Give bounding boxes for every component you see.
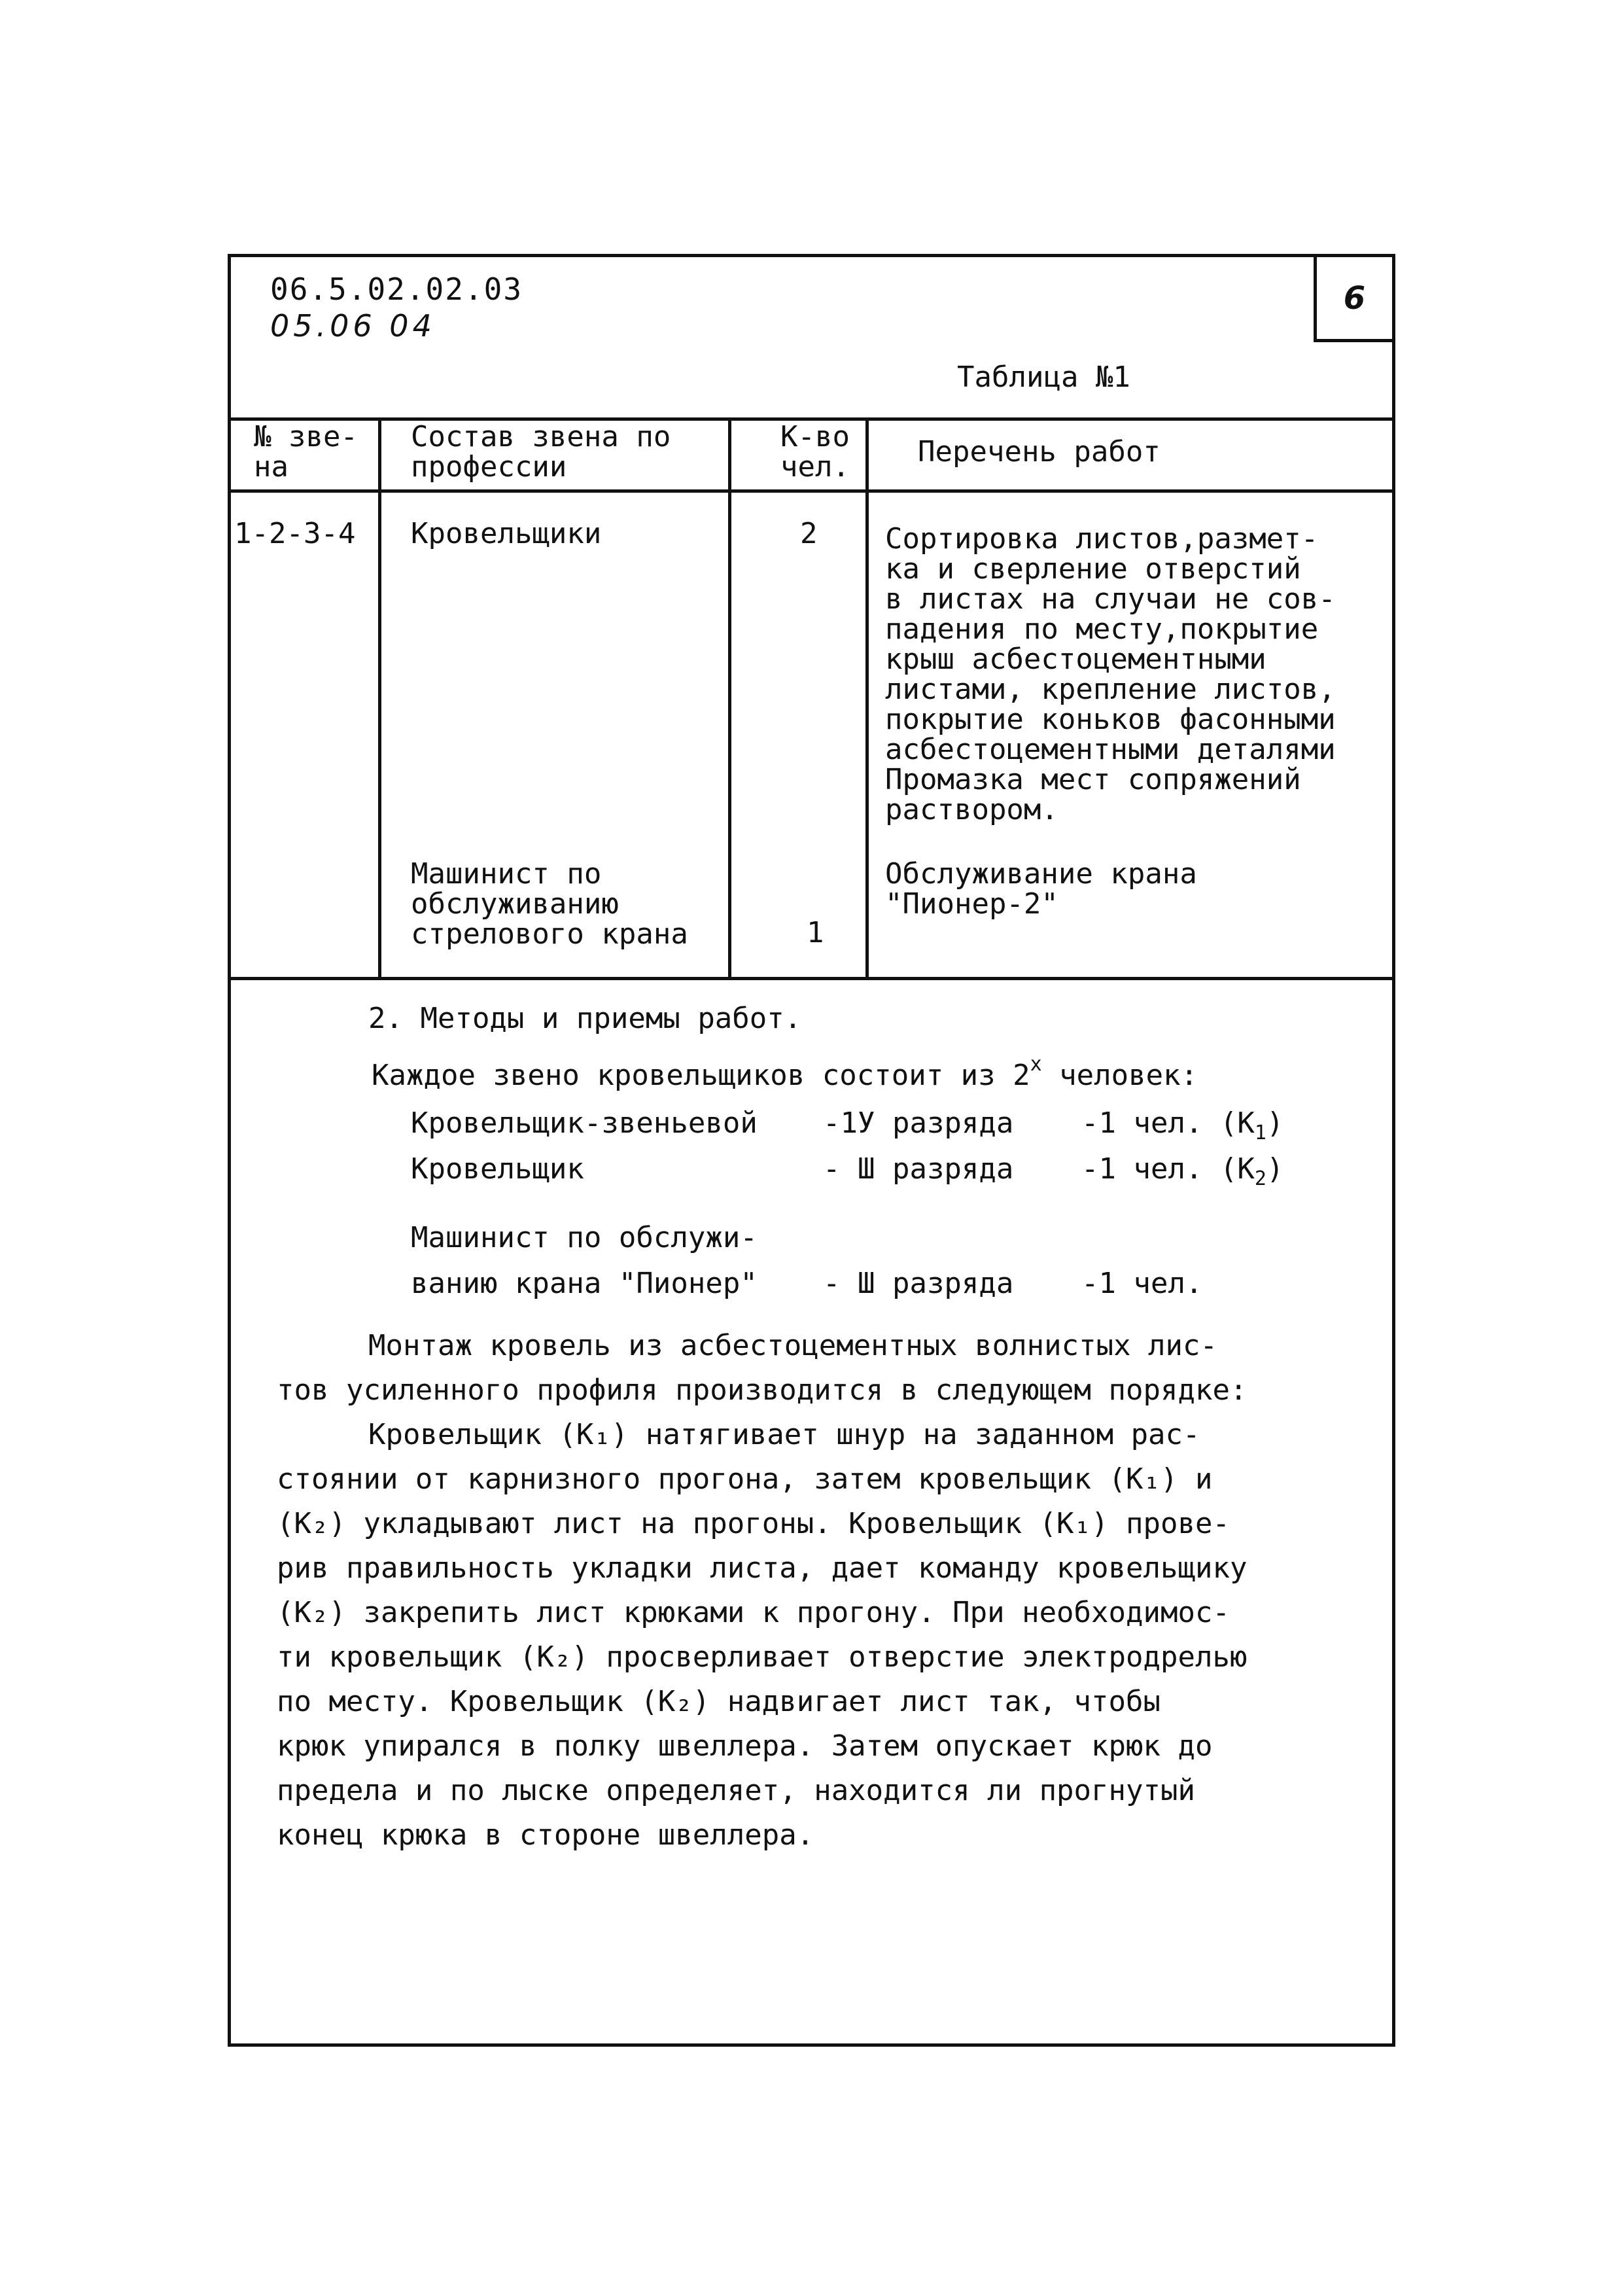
table-col-divider-3 xyxy=(865,417,869,980)
handwritten-code: 05.06 04 xyxy=(270,308,436,344)
crew-count-1-close: ) xyxy=(1266,1106,1284,1140)
crew-count-2 xyxy=(1081,1147,1283,1201)
crew-count-2-text: -1 чел. (К xyxy=(1081,1152,1255,1186)
table-col-divider-2 xyxy=(728,417,731,980)
row1-composition: Кровельщики xyxy=(411,517,602,550)
crew-intro-suffix: человек: xyxy=(1041,1059,1198,1092)
paragraph-line: Кровельщик (К₁) натягивает шнур на заданном рас- xyxy=(368,1418,1200,1451)
crew-count-2-close: ) xyxy=(1266,1152,1284,1186)
crew-count-1-text: -1 чел. (К xyxy=(1081,1106,1255,1140)
crew-grade-2: - Ш разряда xyxy=(823,1152,1014,1186)
crew-grade-1: -1У разряда xyxy=(823,1106,1014,1140)
table-header-divider xyxy=(231,489,1392,493)
operator-line-2: ванию крана "Пионер" xyxy=(411,1267,758,1300)
paragraph-line: рив правильность укладки листа, дает команду кровельщику xyxy=(277,1551,1248,1585)
paragraph-line: ти кровельщик (К₂) просверливает отверстие электродрелью xyxy=(277,1640,1248,1674)
column-header-works: Перечень работ xyxy=(918,435,1161,468)
paragraph-line: крюк упирался в полку швеллера. Затем опускает крюк до xyxy=(277,1729,1213,1763)
paragraph-line: тов усиленного профиля производится в следующем порядке: xyxy=(277,1373,1248,1407)
crew-intro xyxy=(372,1042,1198,1098)
document-code: 06.5.02.02.03 xyxy=(270,272,523,307)
row2-count: 1 xyxy=(807,916,824,949)
table-bottom-border xyxy=(231,977,1392,980)
row1-works: Сортировка листов,размет- ка и сверление отверстий в листах на случаи не сов- падения по месту,покрытие крыш асбестоцементными листами, крепление листов, покрытие коньков фасонными асбестоцементными деталями Промазка мест сопряжений раствором. xyxy=(885,522,1336,826)
paragraph-line: по месту. Кровельщик (К₂) надвигает лист так, чтобы xyxy=(277,1685,1161,1718)
paragraph-line: предела и по лыске определяет, находится ли прогнутый xyxy=(277,1774,1195,1807)
paragraph-line: стоянии от карнизного прогона, затем кровельщик (К₁) и xyxy=(277,1462,1213,1496)
operator-line-1: Машинист по обслужи- xyxy=(411,1221,758,1254)
row1-number: 1-2-3-4 xyxy=(234,517,356,550)
paragraph-line: Монтаж кровель из асбестоцементных волнистых лис- xyxy=(368,1329,1218,1362)
table-col-divider-1 xyxy=(378,417,381,980)
table-caption: Таблица №1 xyxy=(957,361,1130,394)
row2-composition: Машинист по обслуживанию стрелового крана xyxy=(411,857,688,951)
paragraph-line: (К₂) закрепить лист крюками к прогону. При необходимос- xyxy=(277,1596,1230,1629)
page-number-box xyxy=(1314,257,1392,342)
paragraph-line: (К₂) укладывают лист на прогоны. Кровельщик (К₁) прове- xyxy=(277,1507,1230,1540)
crew-intro-superscript: x xyxy=(1030,1053,1042,1076)
crew-count-2-sub: 2 xyxy=(1254,1167,1266,1190)
section-heading: 2. Методы и приемы работ. xyxy=(368,1002,802,1035)
operator-grade: - Ш разряда xyxy=(823,1267,1014,1300)
crew-role-2: Кровельщик xyxy=(411,1152,584,1186)
crew-role-1: Кровельщик-звеньевой xyxy=(411,1106,758,1140)
row1-count: 2 xyxy=(800,517,818,550)
crew-intro-prefix: Каждое звено кровельщиков состоит из 2 xyxy=(372,1059,1030,1092)
column-header-composition: Состав звена по профессии xyxy=(411,420,671,484)
column-header-number: № зве- на xyxy=(254,420,358,484)
page-frame xyxy=(228,254,1395,2047)
paragraph-line: конец крюка в стороне швеллера. xyxy=(277,1818,814,1852)
row2-works: Обслуживание крана "Пионер-2" xyxy=(885,857,1197,921)
operator-count: -1 чел. xyxy=(1081,1267,1203,1300)
method-paragraph xyxy=(277,1324,1247,1858)
page-number: 6 xyxy=(1343,279,1366,317)
crew-count-1-sub: 1 xyxy=(1254,1122,1266,1144)
column-header-count: К-во чел. xyxy=(780,420,850,484)
